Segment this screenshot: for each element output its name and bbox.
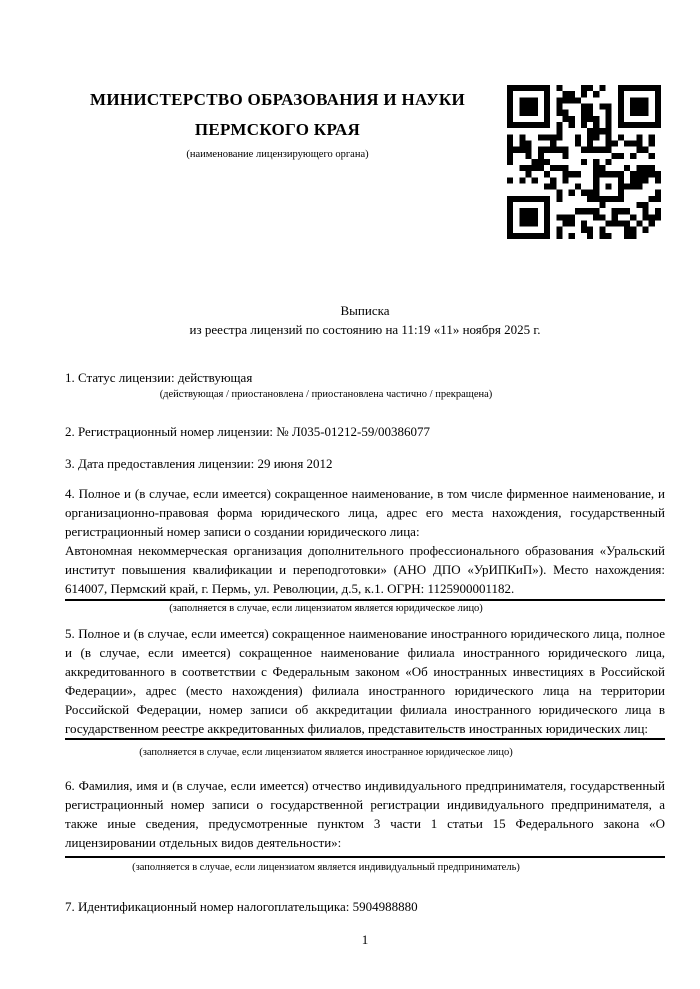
field-license-status: 1. Статус лицензии: действующая [65,370,253,385]
qr-code-icon [507,85,661,239]
field-foreign-entity-caption: (заполняется в случае, если лицензиатом является иностранное юридическое лицо) [139,747,513,758]
licensing-authority-block [65,85,490,161]
field-registration-number: 2. Регистрационный номер лицензии: № Л035-01212-59/00386077 [65,424,431,439]
page-number: 1 [361,932,369,947]
field-foreign-entity-label: 5. Полное и (в случае, если имеется) сокращенное наименование иностранного юридического лица, полное и (в случае, если имеется) сокращенное наименование филиала иностранного юридического лица, аккредитованного в соответствии с Федеральным законом «Об иностранных инвестициях в Российской Федерации», адрес (место нахождения) филиала иностранного юридического лица на территории Российской Федерации, номер записи об аккредитации филиала иностранного юридического лица в государственном реестре аккредитованных филиалов, представительств иностранных юридических лиц: [65,626,665,736]
ministry-caption: (наименование лицензирующего органа) [186,149,369,160]
ministry-name [65,85,490,145]
field-taxpayer-number: 7. Идентификационный номер налогоплательщика: 5904988880 [65,899,418,914]
ministry-name-line1: МИНИСТЕРСТВО ОБРАЗОВАНИЯ И НАУКИ [89,90,466,109]
document-title-line2: из реестра лицензий по состоянию на 11:19 «11» ноября 2025 г. [189,322,541,337]
document-title-line1: Выписка [340,303,390,318]
field-legal-entity-value: Автономная некоммерческая организация дополнительного профессионального образования «Уральский институт повышения квалификации и переподготовки» (АНО ДПО «УрИПКиП»). Место нахождения: 614007, Пермский край, г. Пермь, ул. Революции, д.5, к.1. ОГРН: 1125900001182. [65,541,665,601]
field-individual-entrepreneur-caption: (заполняется в случае, если лицензиатом является индивидуальный предприниматель) [132,862,520,873]
field-license-status-caption: (действующая / приостановлена / приостановлена частично / прекращена) [159,389,493,400]
ministry-name-line2: ПЕРМСКОГО КРАЯ [194,120,361,139]
document-header [65,85,665,239]
field-license-grant-date: 3. Дата предоставления лицензии: 29 июня 2012 [65,456,333,471]
field-foreign-entity-value [65,738,665,740]
field-legal-entity-caption: (заполняется в случае, если лицензиатом является юридическое лицо) [169,603,483,614]
field-legal-entity-label: 4. Полное и (в случае, если имеется) сокращенное наименование, в том числе фирменное наименование, и организационно-правовая форма юридического лица, адрес его места нахождения, государственный регистрационный номер записи о создании юридического лица: [65,486,665,539]
document-title [65,301,665,339]
field-individual-entrepreneur-label: 6. Фамилия, имя и (в случае, если имеется) отчество индивидуального предпринимателя, государственный регистрационный номер записи о государственной регистрации индивидуального предпринимателя, а также иные сведения, предусмотренные пунктом 3 части 1 статьи 15 Федерального закона «О лицензировании отдельных видов деятельности»: [65,778,665,850]
field-individual-entrepreneur-value [65,852,665,858]
